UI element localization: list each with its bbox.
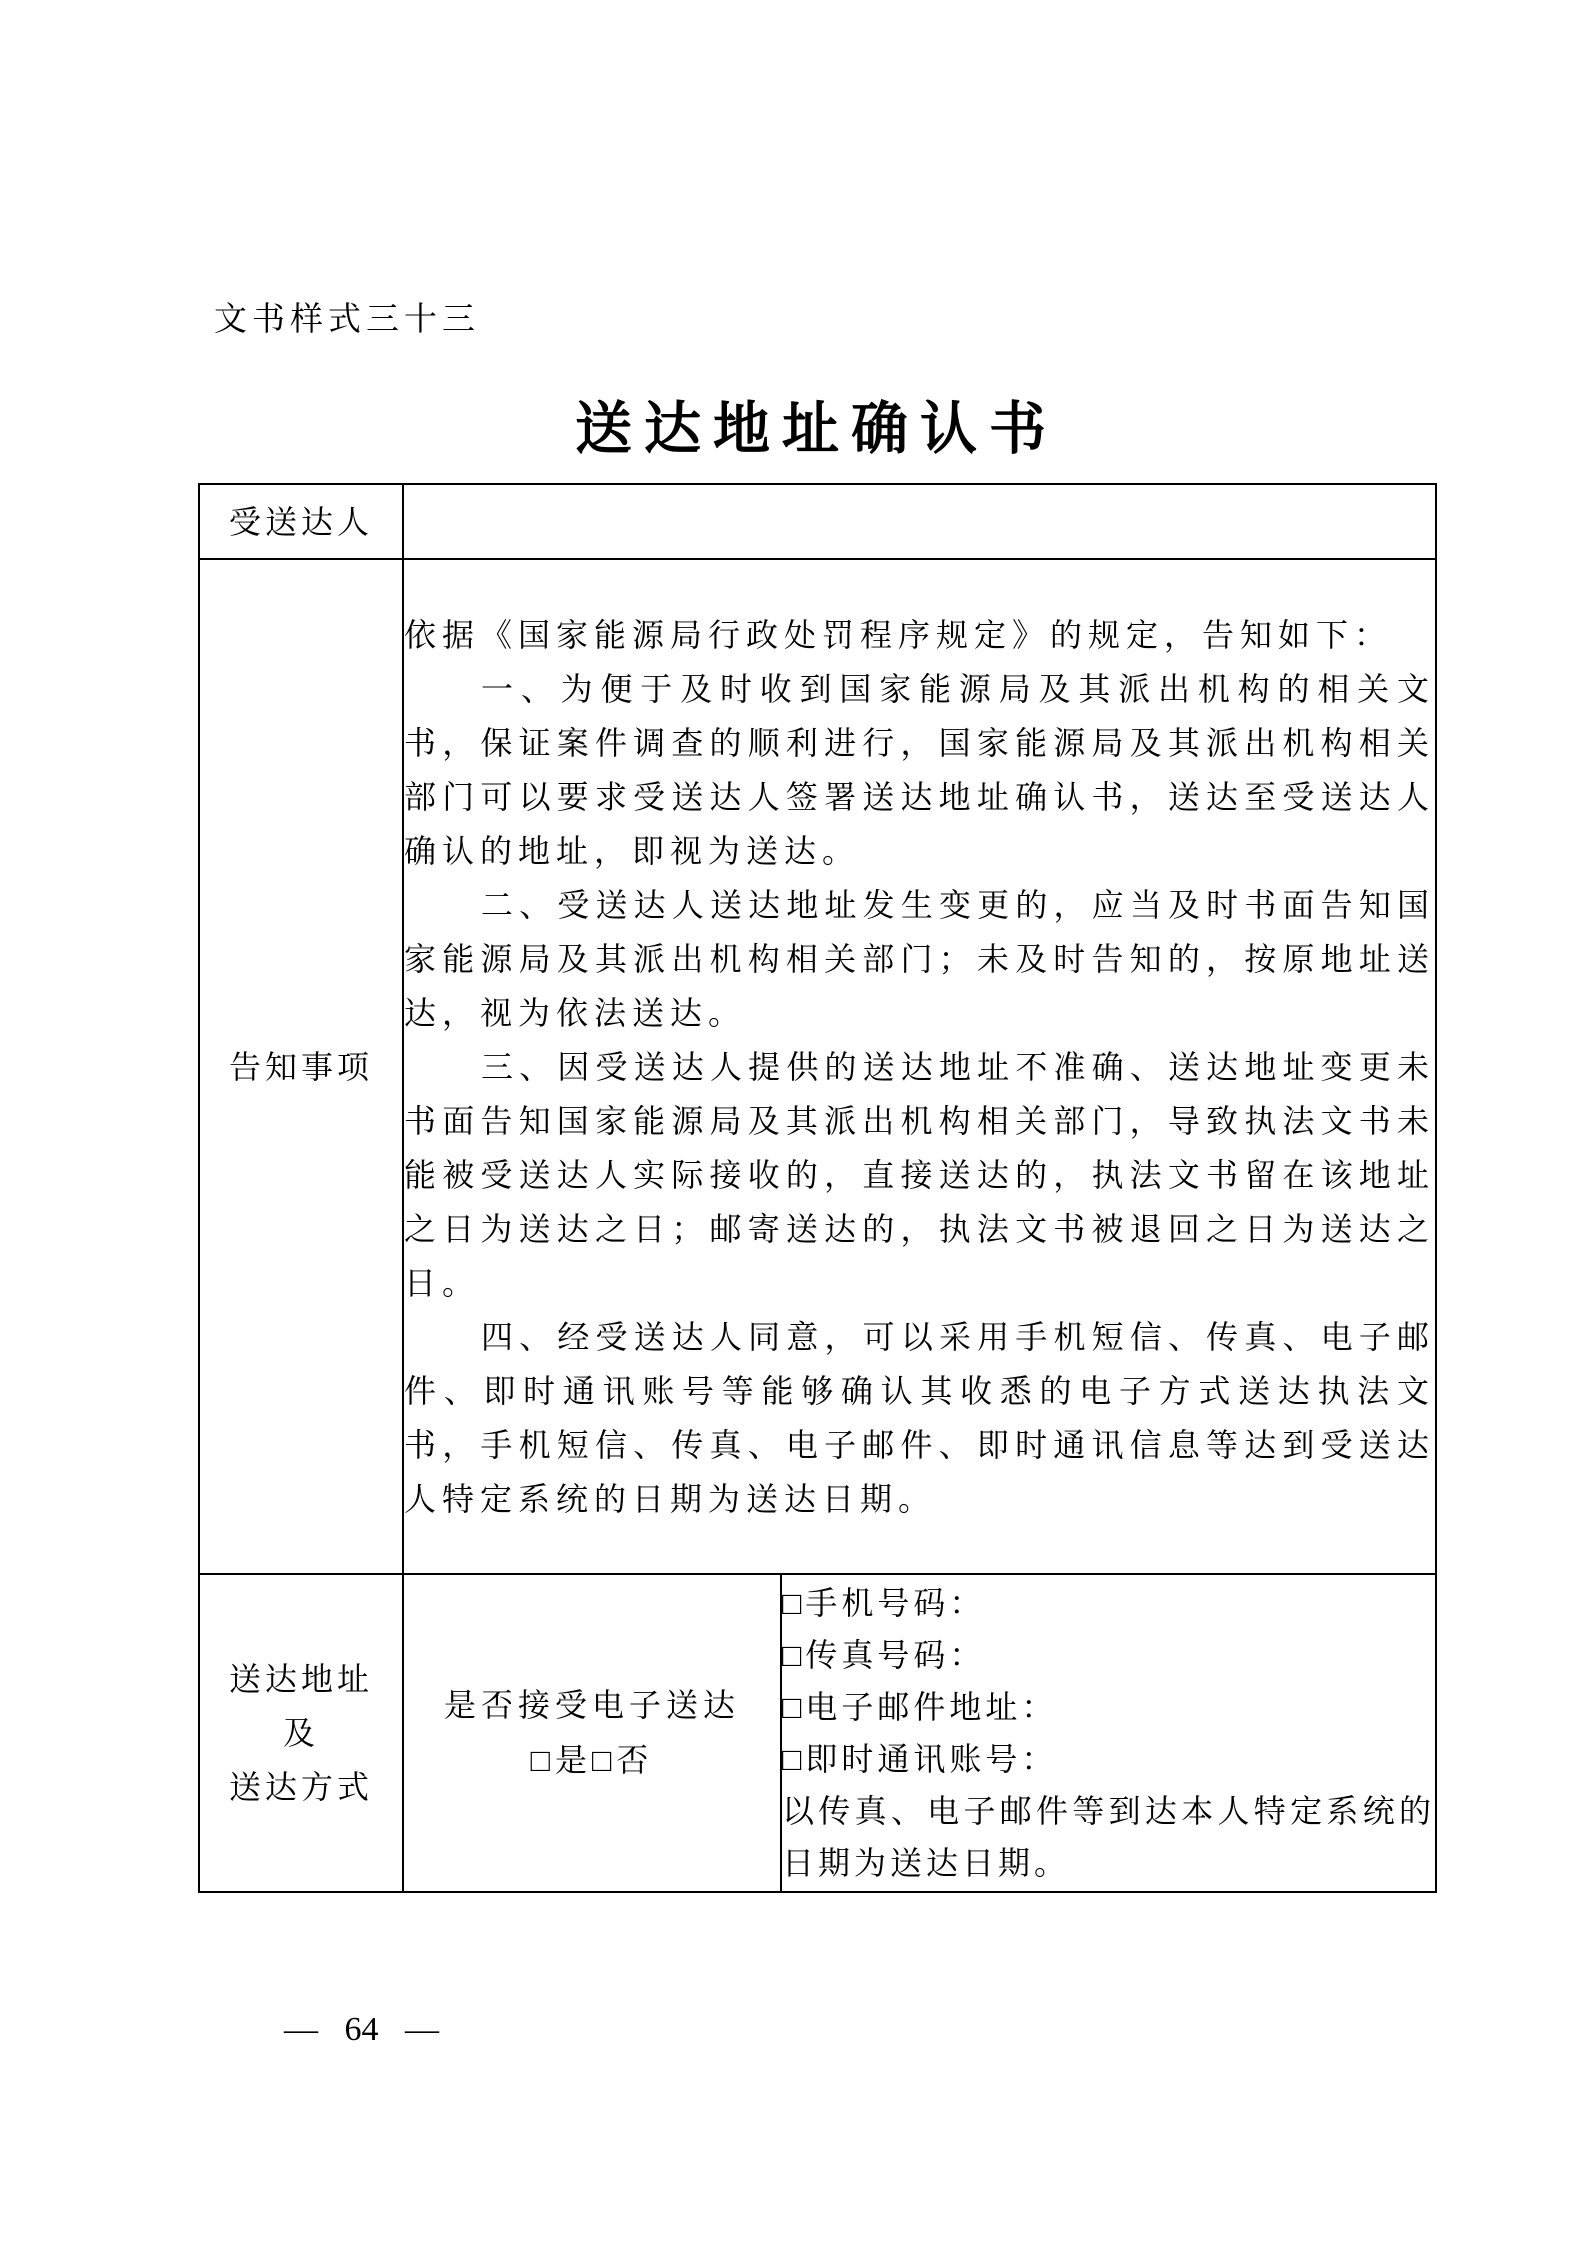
- checkbox-icon[interactable]: □: [782, 1689, 806, 1725]
- recipient-label-cell: 受送达人: [199, 484, 403, 559]
- checkbox-icon[interactable]: □: [782, 1637, 806, 1673]
- notice-item-4: 四、经受送达人同意，可以采用手机短信、传真、电子邮件、即时通讯账号等能够确认其收悉的电子方式送达执法文书，手机短信、传真、电子邮件、即时通讯信息等达到受送达人特定系统的日期为送达日期。: [404, 1318, 1435, 1517]
- channel-fax: [782, 1629, 1435, 1681]
- notice-item-1: 一、为便于及时收到国家能源局及其派出机构的相关文书，保证案件调查的顺利进行，国家能源局及其派出机构相关部门可以要求受送达人签署送达地址确认书，送达至受送达人确认的地址，即视为送达。: [404, 670, 1435, 869]
- electronic-question: 是否接受电子送达: [443, 1687, 740, 1723]
- doc-style-label: 文书样式三十三: [214, 302, 480, 338]
- notice-label-cell: 告知事项: [199, 559, 403, 1574]
- notice-item-3: 三、因受送达人提供的送达地址不准确、送达地址变更未书面告知国家能源局及其派出机构相关部门，导致执法文书未能被受送达人实际接收的，直接送达的，执法文书留在该地址之日为送达之日；邮寄送达的，执法文书被退回之日为送达之日。: [404, 1048, 1435, 1301]
- channel-label: 传真号码：: [805, 1637, 986, 1673]
- electronic-options: [404, 1733, 780, 1788]
- channel-label: 即时通讯账号：: [805, 1741, 1058, 1777]
- checkbox-icon[interactable]: □: [782, 1741, 806, 1777]
- notice-item-2: 二、受送达人送达地址发生变更的，应当及时书面告知国家能源局及其派出机构相关部门；未及时告知的，按原地址送达，视为依法送达。: [404, 886, 1435, 1031]
- notice-content-cell: [403, 559, 1436, 1574]
- document-title: 送达地址确认书: [575, 398, 1058, 461]
- page-number: — 64 —: [284, 2011, 439, 2048]
- recipient-row: [199, 484, 1436, 559]
- channel-email: [782, 1681, 1435, 1733]
- address-label-line: 及: [282, 1715, 319, 1751]
- checkbox-icon[interactable]: □: [592, 1742, 617, 1778]
- confirmation-table: [198, 483, 1437, 1893]
- channel-label: 手机号码：: [805, 1585, 986, 1621]
- option-no-label: 否: [616, 1742, 654, 1778]
- recipient-value-cell: [403, 484, 1436, 559]
- channel-im: [782, 1733, 1435, 1785]
- channels-note: 以传真、电子邮件等到达本人特定系统的日期为送达日期。: [782, 1793, 1435, 1881]
- notice-intro: 依据《国家能源局行政处罚程序规定》的规定，告知如下：: [404, 616, 1393, 653]
- electronic-question-cell: [403, 1574, 781, 1892]
- channel-mobile: [782, 1577, 1435, 1629]
- checkbox-icon[interactable]: □: [782, 1585, 806, 1621]
- checkbox-icon[interactable]: □: [530, 1742, 555, 1778]
- notice-row: [199, 559, 1436, 1574]
- address-label-line: 送达方式: [228, 1769, 373, 1805]
- address-row: [199, 1574, 1436, 1892]
- option-yes-label: 是: [554, 1742, 592, 1778]
- address-label-cell: [199, 1574, 403, 1892]
- channels-cell: [781, 1574, 1436, 1892]
- channel-label: 电子邮件地址：: [805, 1689, 1058, 1725]
- address-label-line: 送达地址: [228, 1661, 373, 1697]
